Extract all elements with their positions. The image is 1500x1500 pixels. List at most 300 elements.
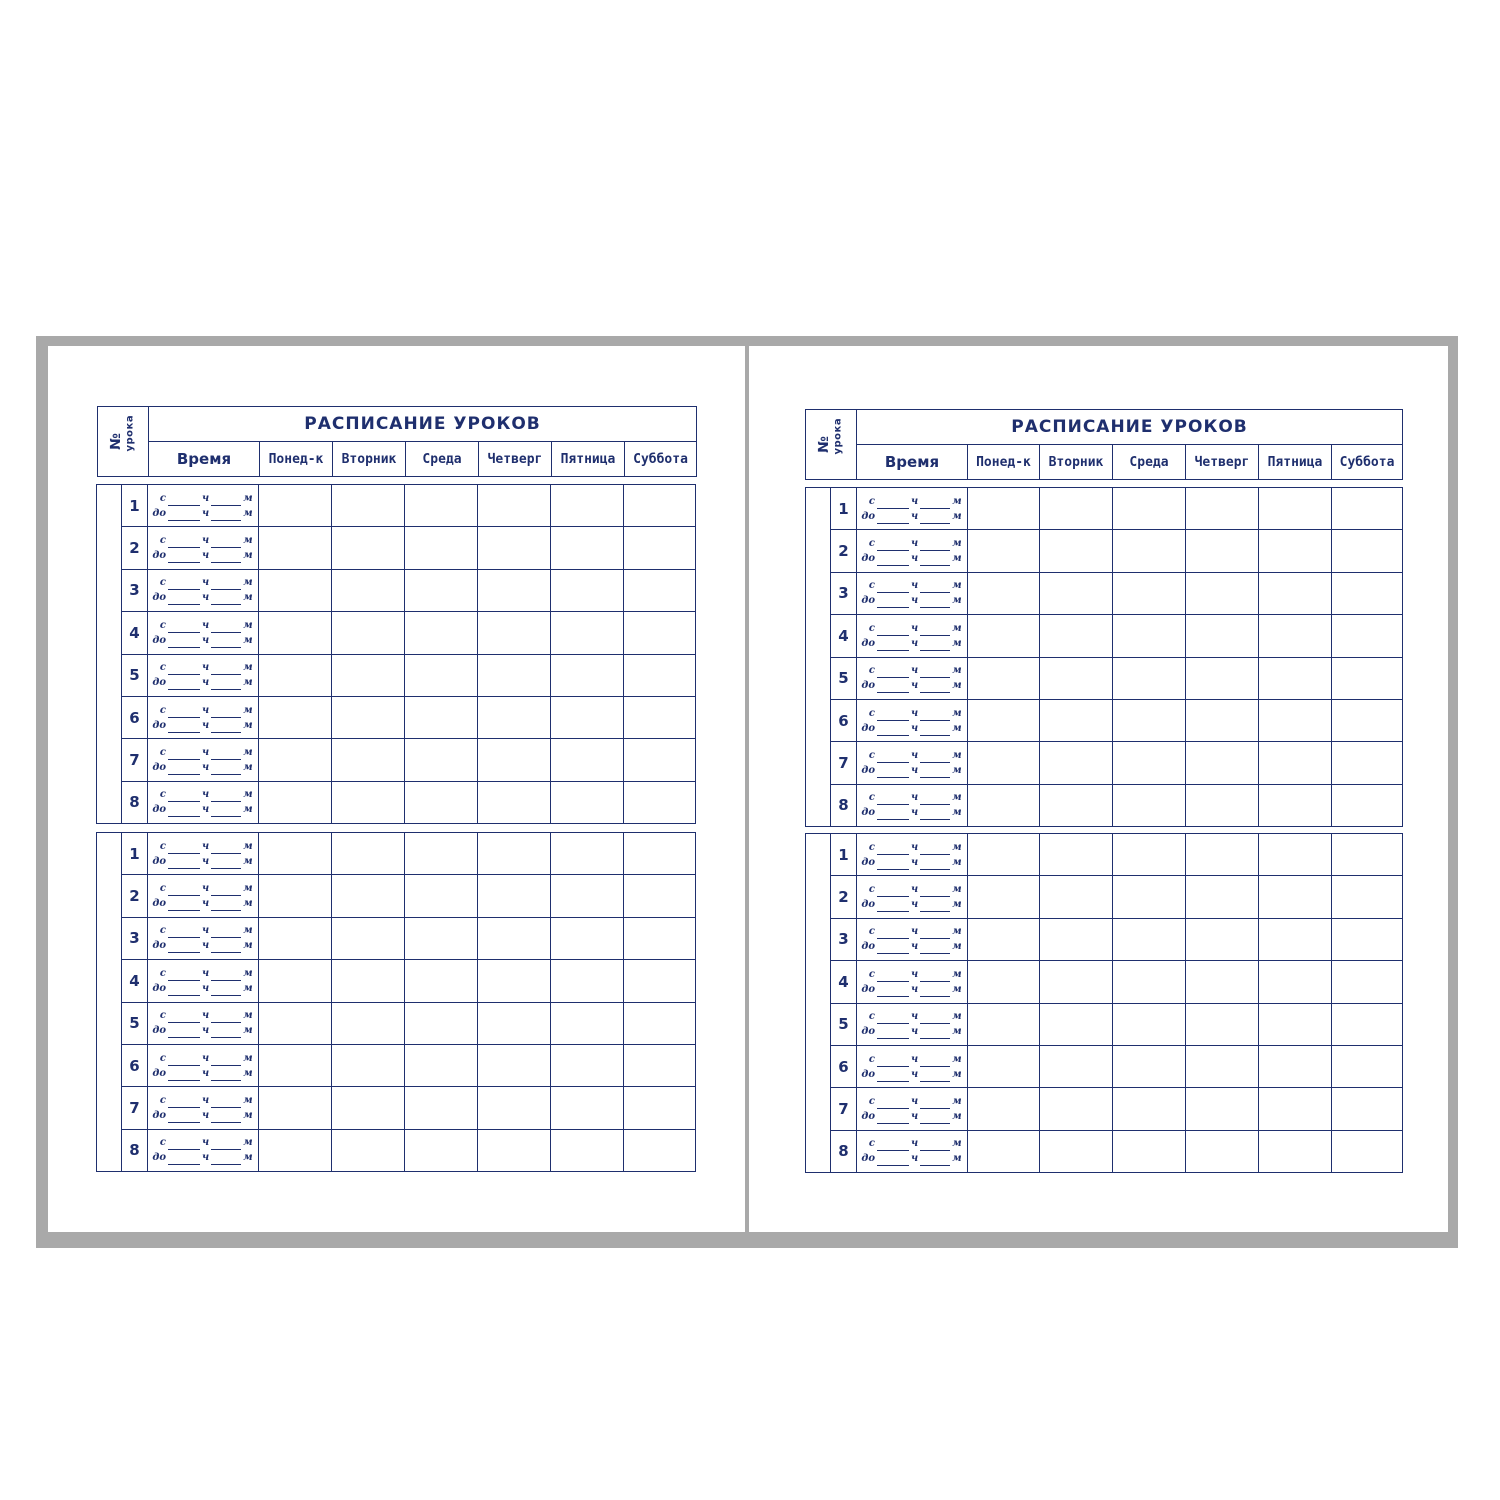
schedule-cell[interactable] <box>332 1087 405 1129</box>
hour-blank[interactable] <box>877 513 909 524</box>
lesson-time-cell[interactable] <box>148 654 259 696</box>
minute-blank[interactable] <box>211 622 241 633</box>
schedule-cell[interactable] <box>551 1002 624 1044</box>
schedule-cell[interactable] <box>1040 784 1113 826</box>
hour-blank[interactable] <box>168 927 200 938</box>
minute-blank[interactable] <box>211 1055 241 1066</box>
hour-blank[interactable] <box>877 859 909 870</box>
hour-blank[interactable] <box>877 555 909 566</box>
schedule-cell[interactable] <box>968 1088 1040 1130</box>
hour-blank[interactable] <box>877 1098 909 1109</box>
schedule-cell[interactable] <box>405 781 478 823</box>
hour-blank[interactable] <box>168 1154 200 1165</box>
hour-blank[interactable] <box>877 582 909 593</box>
schedule-cell[interactable] <box>1186 961 1259 1003</box>
schedule-cell[interactable] <box>551 527 624 569</box>
minute-blank[interactable] <box>920 844 950 855</box>
schedule-cell[interactable] <box>968 784 1040 826</box>
hour-blank[interactable] <box>877 1028 909 1039</box>
minute-blank[interactable] <box>920 1071 950 1082</box>
minute-blank[interactable] <box>920 667 950 678</box>
minute-blank[interactable] <box>920 971 950 982</box>
schedule-cell[interactable] <box>1259 784 1332 826</box>
minute-blank[interactable] <box>211 510 241 521</box>
schedule-cell[interactable] <box>1259 834 1332 876</box>
minute-blank[interactable] <box>920 943 950 954</box>
schedule-cell[interactable] <box>551 739 624 781</box>
schedule-cell[interactable] <box>1259 572 1332 614</box>
hour-blank[interactable] <box>877 1155 909 1166</box>
lesson-time-cell[interactable] <box>148 1129 259 1171</box>
lesson-time-cell[interactable] <box>857 1088 968 1130</box>
schedule-cell[interactable] <box>624 527 696 569</box>
schedule-cell[interactable] <box>1332 1130 1403 1172</box>
schedule-cell[interactable] <box>1113 615 1186 657</box>
schedule-cell[interactable] <box>1040 488 1113 530</box>
minute-blank[interactable] <box>920 710 950 721</box>
schedule-cell[interactable] <box>478 696 551 738</box>
schedule-cell[interactable] <box>1332 834 1403 876</box>
hour-blank[interactable] <box>168 970 200 981</box>
hour-blank[interactable] <box>877 1140 909 1151</box>
lesson-time-cell[interactable] <box>148 875 259 917</box>
hour-blank[interactable] <box>168 942 200 953</box>
minute-blank[interactable] <box>211 1097 241 1108</box>
schedule-cell[interactable] <box>259 527 332 569</box>
schedule-cell[interactable] <box>405 875 478 917</box>
schedule-cell[interactable] <box>332 527 405 569</box>
lesson-time-cell[interactable] <box>148 960 259 1002</box>
minute-blank[interactable] <box>211 707 241 718</box>
minute-blank[interactable] <box>211 552 241 563</box>
lesson-time-cell[interactable] <box>148 1002 259 1044</box>
schedule-cell[interactable] <box>968 530 1040 572</box>
minute-blank[interactable] <box>211 637 241 648</box>
schedule-cell[interactable] <box>1186 530 1259 572</box>
minute-blank[interactable] <box>211 495 241 506</box>
schedule-cell[interactable] <box>478 527 551 569</box>
lesson-time-cell[interactable] <box>148 485 259 527</box>
lesson-time-cell[interactable] <box>857 488 968 530</box>
hour-blank[interactable] <box>877 794 909 805</box>
schedule-cell[interactable] <box>1113 784 1186 826</box>
minute-blank[interactable] <box>211 885 241 896</box>
lesson-time-cell[interactable] <box>857 961 968 1003</box>
schedule-cell[interactable] <box>1259 1003 1332 1045</box>
schedule-cell[interactable] <box>551 1087 624 1129</box>
schedule-cell[interactable] <box>332 875 405 917</box>
schedule-cell[interactable] <box>405 833 478 875</box>
hour-blank[interactable] <box>877 752 909 763</box>
hour-blank[interactable] <box>877 667 909 678</box>
lesson-time-cell[interactable] <box>857 615 968 657</box>
schedule-cell[interactable] <box>332 1129 405 1171</box>
lesson-time-cell[interactable] <box>857 530 968 572</box>
schedule-cell[interactable] <box>259 875 332 917</box>
lesson-time-cell[interactable] <box>148 569 259 611</box>
schedule-cell[interactable] <box>1040 742 1113 784</box>
schedule-cell[interactable] <box>405 569 478 611</box>
schedule-cell[interactable] <box>968 834 1040 876</box>
schedule-cell[interactable] <box>405 485 478 527</box>
hour-blank[interactable] <box>877 597 909 608</box>
schedule-cell[interactable] <box>1332 1003 1403 1045</box>
schedule-cell[interactable] <box>1332 615 1403 657</box>
schedule-cell[interactable] <box>259 960 332 1002</box>
minute-blank[interactable] <box>211 594 241 605</box>
minute-blank[interactable] <box>920 597 950 608</box>
schedule-cell[interactable] <box>259 833 332 875</box>
schedule-cell[interactable] <box>1186 1003 1259 1045</box>
schedule-cell[interactable] <box>1259 699 1332 741</box>
hour-blank[interactable] <box>877 640 909 651</box>
hour-blank[interactable] <box>168 664 200 675</box>
hour-blank[interactable] <box>168 885 200 896</box>
schedule-cell[interactable] <box>1040 657 1113 699</box>
schedule-cell[interactable] <box>405 1087 478 1129</box>
hour-blank[interactable] <box>168 1139 200 1150</box>
schedule-cell[interactable] <box>1186 918 1259 960</box>
minute-blank[interactable] <box>920 809 950 820</box>
schedule-cell[interactable] <box>1332 918 1403 960</box>
schedule-cell[interactable] <box>624 781 696 823</box>
lesson-time-cell[interactable] <box>857 1045 968 1087</box>
schedule-cell[interactable] <box>1259 1130 1332 1172</box>
schedule-cell[interactable] <box>259 781 332 823</box>
schedule-cell[interactable] <box>259 917 332 959</box>
schedule-cell[interactable] <box>624 569 696 611</box>
schedule-cell[interactable] <box>1040 918 1113 960</box>
schedule-cell[interactable] <box>1259 1045 1332 1087</box>
schedule-cell[interactable] <box>968 1003 1040 1045</box>
schedule-cell[interactable] <box>478 960 551 1002</box>
schedule-cell[interactable] <box>551 875 624 917</box>
lesson-time-cell[interactable] <box>857 657 968 699</box>
schedule-cell[interactable] <box>551 960 624 1002</box>
schedule-cell[interactable] <box>551 696 624 738</box>
schedule-cell[interactable] <box>1040 1130 1113 1172</box>
hour-blank[interactable] <box>877 1056 909 1067</box>
schedule-cell[interactable] <box>1113 1130 1186 1172</box>
schedule-cell[interactable] <box>478 917 551 959</box>
schedule-cell[interactable] <box>1186 699 1259 741</box>
hour-blank[interactable] <box>168 806 200 817</box>
minute-blank[interactable] <box>920 625 950 636</box>
schedule-cell[interactable] <box>968 699 1040 741</box>
hour-blank[interactable] <box>877 901 909 912</box>
minute-blank[interactable] <box>920 752 950 763</box>
schedule-cell[interactable] <box>1259 961 1332 1003</box>
schedule-cell[interactable] <box>1332 742 1403 784</box>
minute-blank[interactable] <box>211 985 241 996</box>
schedule-cell[interactable] <box>478 875 551 917</box>
schedule-cell[interactable] <box>332 833 405 875</box>
schedule-cell[interactable] <box>1040 530 1113 572</box>
hour-blank[interactable] <box>168 1055 200 1066</box>
lesson-time-cell[interactable] <box>148 781 259 823</box>
hour-blank[interactable] <box>877 1071 909 1082</box>
schedule-cell[interactable] <box>624 485 696 527</box>
lesson-time-cell[interactable] <box>857 742 968 784</box>
schedule-cell[interactable] <box>1259 657 1332 699</box>
hour-blank[interactable] <box>877 725 909 736</box>
hour-blank[interactable] <box>168 722 200 733</box>
schedule-cell[interactable] <box>624 833 696 875</box>
schedule-cell[interactable] <box>624 1087 696 1129</box>
schedule-cell[interactable] <box>332 612 405 654</box>
schedule-cell[interactable] <box>968 572 1040 614</box>
minute-blank[interactable] <box>920 582 950 593</box>
schedule-cell[interactable] <box>1332 876 1403 918</box>
minute-blank[interactable] <box>920 886 950 897</box>
schedule-cell[interactable] <box>551 1044 624 1086</box>
schedule-cell[interactable] <box>1186 1088 1259 1130</box>
schedule-cell[interactable] <box>259 654 332 696</box>
schedule-cell[interactable] <box>259 696 332 738</box>
schedule-cell[interactable] <box>259 1087 332 1129</box>
schedule-cell[interactable] <box>1040 1088 1113 1130</box>
schedule-cell[interactable] <box>332 654 405 696</box>
hour-blank[interactable] <box>877 943 909 954</box>
hour-blank[interactable] <box>168 1097 200 1108</box>
minute-blank[interactable] <box>920 794 950 805</box>
schedule-cell[interactable] <box>968 1130 1040 1172</box>
schedule-cell[interactable] <box>1186 572 1259 614</box>
schedule-cell[interactable] <box>1332 1088 1403 1130</box>
hour-blank[interactable] <box>877 710 909 721</box>
schedule-cell[interactable] <box>405 696 478 738</box>
lesson-time-cell[interactable] <box>148 527 259 569</box>
lesson-time-cell[interactable] <box>148 612 259 654</box>
minute-blank[interactable] <box>920 540 950 551</box>
lesson-time-cell[interactable] <box>857 876 968 918</box>
minute-blank[interactable] <box>920 682 950 693</box>
lesson-time-cell[interactable] <box>857 784 968 826</box>
schedule-cell[interactable] <box>1259 742 1332 784</box>
schedule-cell[interactable] <box>624 654 696 696</box>
hour-blank[interactable] <box>168 495 200 506</box>
schedule-cell[interactable] <box>478 833 551 875</box>
schedule-cell[interactable] <box>1186 834 1259 876</box>
minute-blank[interactable] <box>920 986 950 997</box>
schedule-cell[interactable] <box>1113 834 1186 876</box>
schedule-cell[interactable] <box>551 781 624 823</box>
schedule-cell[interactable] <box>551 569 624 611</box>
hour-blank[interactable] <box>168 637 200 648</box>
schedule-cell[interactable] <box>624 1002 696 1044</box>
schedule-cell[interactable] <box>478 612 551 654</box>
schedule-cell[interactable] <box>259 1129 332 1171</box>
schedule-cell[interactable] <box>1259 615 1332 657</box>
schedule-cell[interactable] <box>1040 834 1113 876</box>
schedule-cell[interactable] <box>405 917 478 959</box>
schedule-cell[interactable] <box>478 654 551 696</box>
schedule-cell[interactable] <box>968 876 1040 918</box>
schedule-cell[interactable] <box>1332 961 1403 1003</box>
lesson-time-cell[interactable] <box>148 1087 259 1129</box>
schedule-cell[interactable] <box>332 569 405 611</box>
schedule-cell[interactable] <box>478 781 551 823</box>
minute-blank[interactable] <box>211 806 241 817</box>
schedule-cell[interactable] <box>1040 876 1113 918</box>
schedule-cell[interactable] <box>1040 615 1113 657</box>
minute-blank[interactable] <box>920 725 950 736</box>
hour-blank[interactable] <box>168 1027 200 1038</box>
hour-blank[interactable] <box>168 707 200 718</box>
schedule-cell[interactable] <box>332 781 405 823</box>
hour-blank[interactable] <box>168 843 200 854</box>
lesson-time-cell[interactable] <box>857 834 968 876</box>
minute-blank[interactable] <box>211 537 241 548</box>
schedule-cell[interactable] <box>551 654 624 696</box>
hour-blank[interactable] <box>877 498 909 509</box>
hour-blank[interactable] <box>877 844 909 855</box>
schedule-cell[interactable] <box>968 615 1040 657</box>
schedule-cell[interactable] <box>1332 530 1403 572</box>
schedule-cell[interactable] <box>1332 1045 1403 1087</box>
hour-blank[interactable] <box>168 579 200 590</box>
minute-blank[interactable] <box>211 970 241 981</box>
schedule-cell[interactable] <box>259 739 332 781</box>
schedule-cell[interactable] <box>478 485 551 527</box>
hour-blank[interactable] <box>877 971 909 982</box>
hour-blank[interactable] <box>168 622 200 633</box>
schedule-cell[interactable] <box>478 1044 551 1086</box>
schedule-cell[interactable] <box>405 612 478 654</box>
schedule-cell[interactable] <box>968 657 1040 699</box>
schedule-cell[interactable] <box>259 1044 332 1086</box>
schedule-cell[interactable] <box>1113 1045 1186 1087</box>
lesson-time-cell[interactable] <box>857 572 968 614</box>
hour-blank[interactable] <box>168 537 200 548</box>
minute-blank[interactable] <box>211 1139 241 1150</box>
minute-blank[interactable] <box>920 928 950 939</box>
schedule-cell[interactable] <box>968 488 1040 530</box>
schedule-cell[interactable] <box>624 696 696 738</box>
hour-blank[interactable] <box>168 1112 200 1123</box>
hour-blank[interactable] <box>168 1012 200 1023</box>
schedule-cell[interactable] <box>624 1129 696 1171</box>
hour-blank[interactable] <box>877 540 909 551</box>
schedule-cell[interactable] <box>1259 876 1332 918</box>
lesson-time-cell[interactable] <box>148 833 259 875</box>
schedule-cell[interactable] <box>1332 657 1403 699</box>
minute-blank[interactable] <box>920 1113 950 1124</box>
hour-blank[interactable] <box>877 809 909 820</box>
hour-blank[interactable] <box>168 791 200 802</box>
schedule-cell[interactable] <box>332 960 405 1002</box>
minute-blank[interactable] <box>211 749 241 760</box>
lesson-time-cell[interactable] <box>148 1044 259 1086</box>
schedule-cell[interactable] <box>624 875 696 917</box>
schedule-cell[interactable] <box>624 960 696 1002</box>
schedule-cell[interactable] <box>1040 961 1113 1003</box>
schedule-cell[interactable] <box>624 917 696 959</box>
schedule-cell[interactable] <box>1332 699 1403 741</box>
hour-blank[interactable] <box>877 682 909 693</box>
hour-blank[interactable] <box>168 510 200 521</box>
schedule-cell[interactable] <box>1040 699 1113 741</box>
schedule-cell[interactable] <box>332 1002 405 1044</box>
schedule-cell[interactable] <box>405 739 478 781</box>
schedule-cell[interactable] <box>478 569 551 611</box>
minute-blank[interactable] <box>211 1012 241 1023</box>
schedule-cell[interactable] <box>551 612 624 654</box>
schedule-cell[interactable] <box>259 569 332 611</box>
schedule-cell[interactable] <box>478 1087 551 1129</box>
schedule-cell[interactable] <box>1186 657 1259 699</box>
schedule-cell[interactable] <box>1113 699 1186 741</box>
hour-blank[interactable] <box>877 767 909 778</box>
hour-blank[interactable] <box>877 1013 909 1024</box>
schedule-cell[interactable] <box>332 1044 405 1086</box>
lesson-time-cell[interactable] <box>148 696 259 738</box>
lesson-time-cell[interactable] <box>857 1130 968 1172</box>
schedule-cell[interactable] <box>1186 742 1259 784</box>
minute-blank[interactable] <box>920 513 950 524</box>
hour-blank[interactable] <box>168 552 200 563</box>
minute-blank[interactable] <box>211 843 241 854</box>
schedule-cell[interactable] <box>259 1002 332 1044</box>
schedule-cell[interactable] <box>1186 1130 1259 1172</box>
minute-blank[interactable] <box>211 927 241 938</box>
schedule-cell[interactable] <box>478 1129 551 1171</box>
minute-blank[interactable] <box>211 1027 241 1038</box>
schedule-cell[interactable] <box>551 917 624 959</box>
schedule-cell[interactable] <box>551 485 624 527</box>
minute-blank[interactable] <box>920 1098 950 1109</box>
minute-blank[interactable] <box>211 942 241 953</box>
schedule-cell[interactable] <box>624 612 696 654</box>
schedule-cell[interactable] <box>259 612 332 654</box>
hour-blank[interactable] <box>168 749 200 760</box>
minute-blank[interactable] <box>920 640 950 651</box>
schedule-cell[interactable] <box>332 696 405 738</box>
minute-blank[interactable] <box>211 791 241 802</box>
hour-blank[interactable] <box>877 986 909 997</box>
minute-blank[interactable] <box>920 901 950 912</box>
schedule-cell[interactable] <box>1113 572 1186 614</box>
minute-blank[interactable] <box>211 900 241 911</box>
schedule-cell[interactable] <box>624 1044 696 1086</box>
minute-blank[interactable] <box>211 858 241 869</box>
schedule-cell[interactable] <box>551 833 624 875</box>
schedule-cell[interactable] <box>968 1045 1040 1087</box>
lesson-time-cell[interactable] <box>148 917 259 959</box>
hour-blank[interactable] <box>168 985 200 996</box>
hour-blank[interactable] <box>168 858 200 869</box>
schedule-cell[interactable] <box>1186 488 1259 530</box>
schedule-cell[interactable] <box>968 918 1040 960</box>
hour-blank[interactable] <box>168 594 200 605</box>
schedule-cell[interactable] <box>1186 876 1259 918</box>
schedule-cell[interactable] <box>1332 488 1403 530</box>
schedule-cell[interactable] <box>1186 615 1259 657</box>
lesson-time-cell[interactable] <box>857 918 968 960</box>
hour-blank[interactable] <box>877 1113 909 1124</box>
hour-blank[interactable] <box>877 928 909 939</box>
schedule-cell[interactable] <box>1113 488 1186 530</box>
schedule-cell[interactable] <box>968 961 1040 1003</box>
schedule-cell[interactable] <box>1332 572 1403 614</box>
minute-blank[interactable] <box>920 859 950 870</box>
schedule-cell[interactable] <box>1259 530 1332 572</box>
schedule-cell[interactable] <box>405 527 478 569</box>
lesson-time-cell[interactable] <box>148 739 259 781</box>
schedule-cell[interactable] <box>405 654 478 696</box>
schedule-cell[interactable] <box>478 739 551 781</box>
schedule-cell[interactable] <box>1259 918 1332 960</box>
